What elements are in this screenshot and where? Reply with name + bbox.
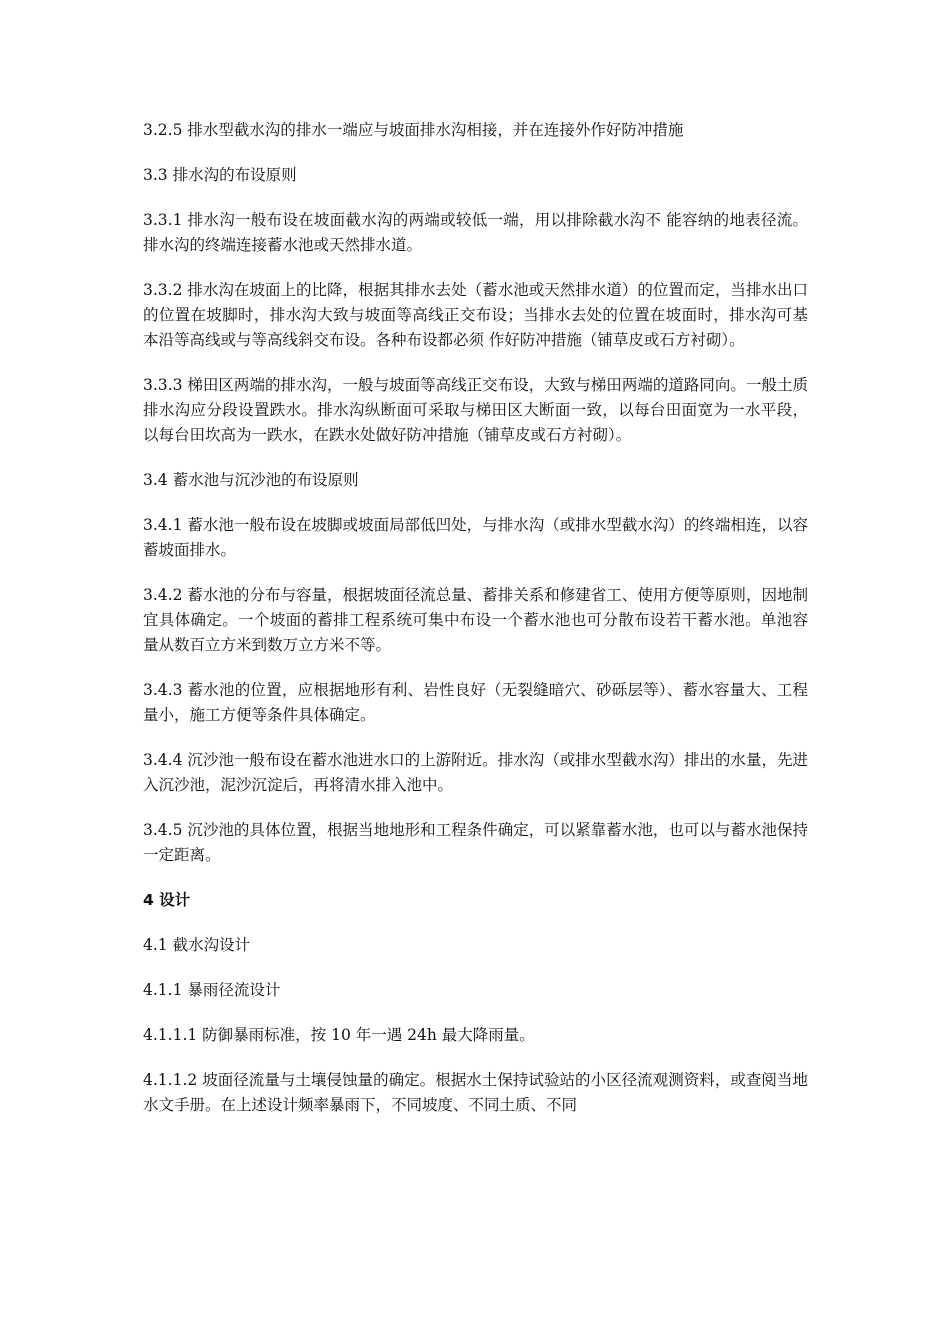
paragraph-4-1-1-2: 4.1.1.2 坡面径流量与土壤侵蚀量的确定。根据水土保持试验站的小区径流观测资料，或查阅当地水文手册。在上述设计频率暴雨下，不同坡度、不同土质、不同 [143, 1071, 808, 1114]
paragraph-3-4-2: 3.4.2 蓄水池的分布与容量，根据坡面径流总量、蓄排关系和修建省工、使用方便等原则，因地制宜具体确定。一个坡面的蓄排工程系统可集中布设一个蓄水池也可分散布设若干蓄水池。单池容量从数百立方米到数万立方米不等。 [143, 586, 808, 654]
paragraph-3-4-3: 3.4.3 蓄水池的位置，应根据地形有利、岩性良好（无裂缝暗穴、砂砾层等）、蓄水容量大、工程量小，施工方便等条件具体确定。 [143, 681, 808, 724]
paragraph-3-4-4: 3.4.4 沉沙池一般布设在蓄水池进水口的上游附近。排水沟（或排水型截水沟）排出的水量，先进入沉沙池，泥沙沉淀后，再将清水排入池中。 [143, 751, 808, 794]
section-heading-3-4: 3.4 蓄水池与沉沙池的布设原则 [143, 471, 359, 489]
subsection-heading-4-1-1: 4.1.1 暴雨径流设计 [143, 981, 281, 999]
paragraph-4-1-1-1: 4.1.1.1 防御暴雨标准，按 10 年一遇 24h 最大降雨量。 [143, 1026, 535, 1044]
document-page [143, 118, 808, 1138]
paragraph-3-4-5: 3.4.5 沉沙池的具体位置，根据当地地形和工程条件确定，可以紧靠蓄水池，也可以与蓄水池保持一定距离。 [143, 821, 808, 864]
chapter-heading-4: 4 设计 [143, 891, 191, 909]
paragraph-3-2-5: 3.2.5 排水型截水沟的排水一端应与坡面排水沟相接，并在连接外作好防冲措施 [143, 121, 684, 139]
section-heading-4-1: 4.1 截水沟设计 [143, 936, 251, 954]
paragraph-3-3-3: 3.3.3 梯田区两端的排水沟，一般与坡面等高线正交布设，大致与梯田两端的道路同向。一般土质排水沟应分段设置跌水。排水沟纵断面可采取与梯田区大断面一致，以每台田面宽为一水平段，以每台田坎高为一跌水，在跌水处做好防冲措施（铺草皮或石方衬砌）。 [143, 376, 808, 444]
paragraph-3-3-1: 3.3.1 排水沟一般布设在坡面截水沟的两端或较低一端，用以排除截水沟不 能容纳的地表径流。排水沟的终端连接蓄水池或天然排水道。 [143, 211, 808, 254]
section-heading-3-3: 3.3 排水沟的布设原则 [143, 166, 297, 184]
paragraph-3-3-2: 3.3.2 排水沟在坡面上的比降，根据其排水去处（蓄水池或天然排水道）的位置而定，当排水出口的位置在坡脚时，排水沟大致与坡面等高线正交布设；当排水去处的位置在坡面时，排水沟可基本沿等高线或与等高线斜交布设。各种布设都必须 作好防冲措施（铺草皮或石方衬砌）。 [143, 281, 808, 349]
paragraph-3-4-1: 3.4.1 蓄水池一般布设在坡脚或坡面局部低凹处，与排水沟（或排水型截水沟）的终端相连，以容蓄坡面排水。 [143, 516, 808, 559]
